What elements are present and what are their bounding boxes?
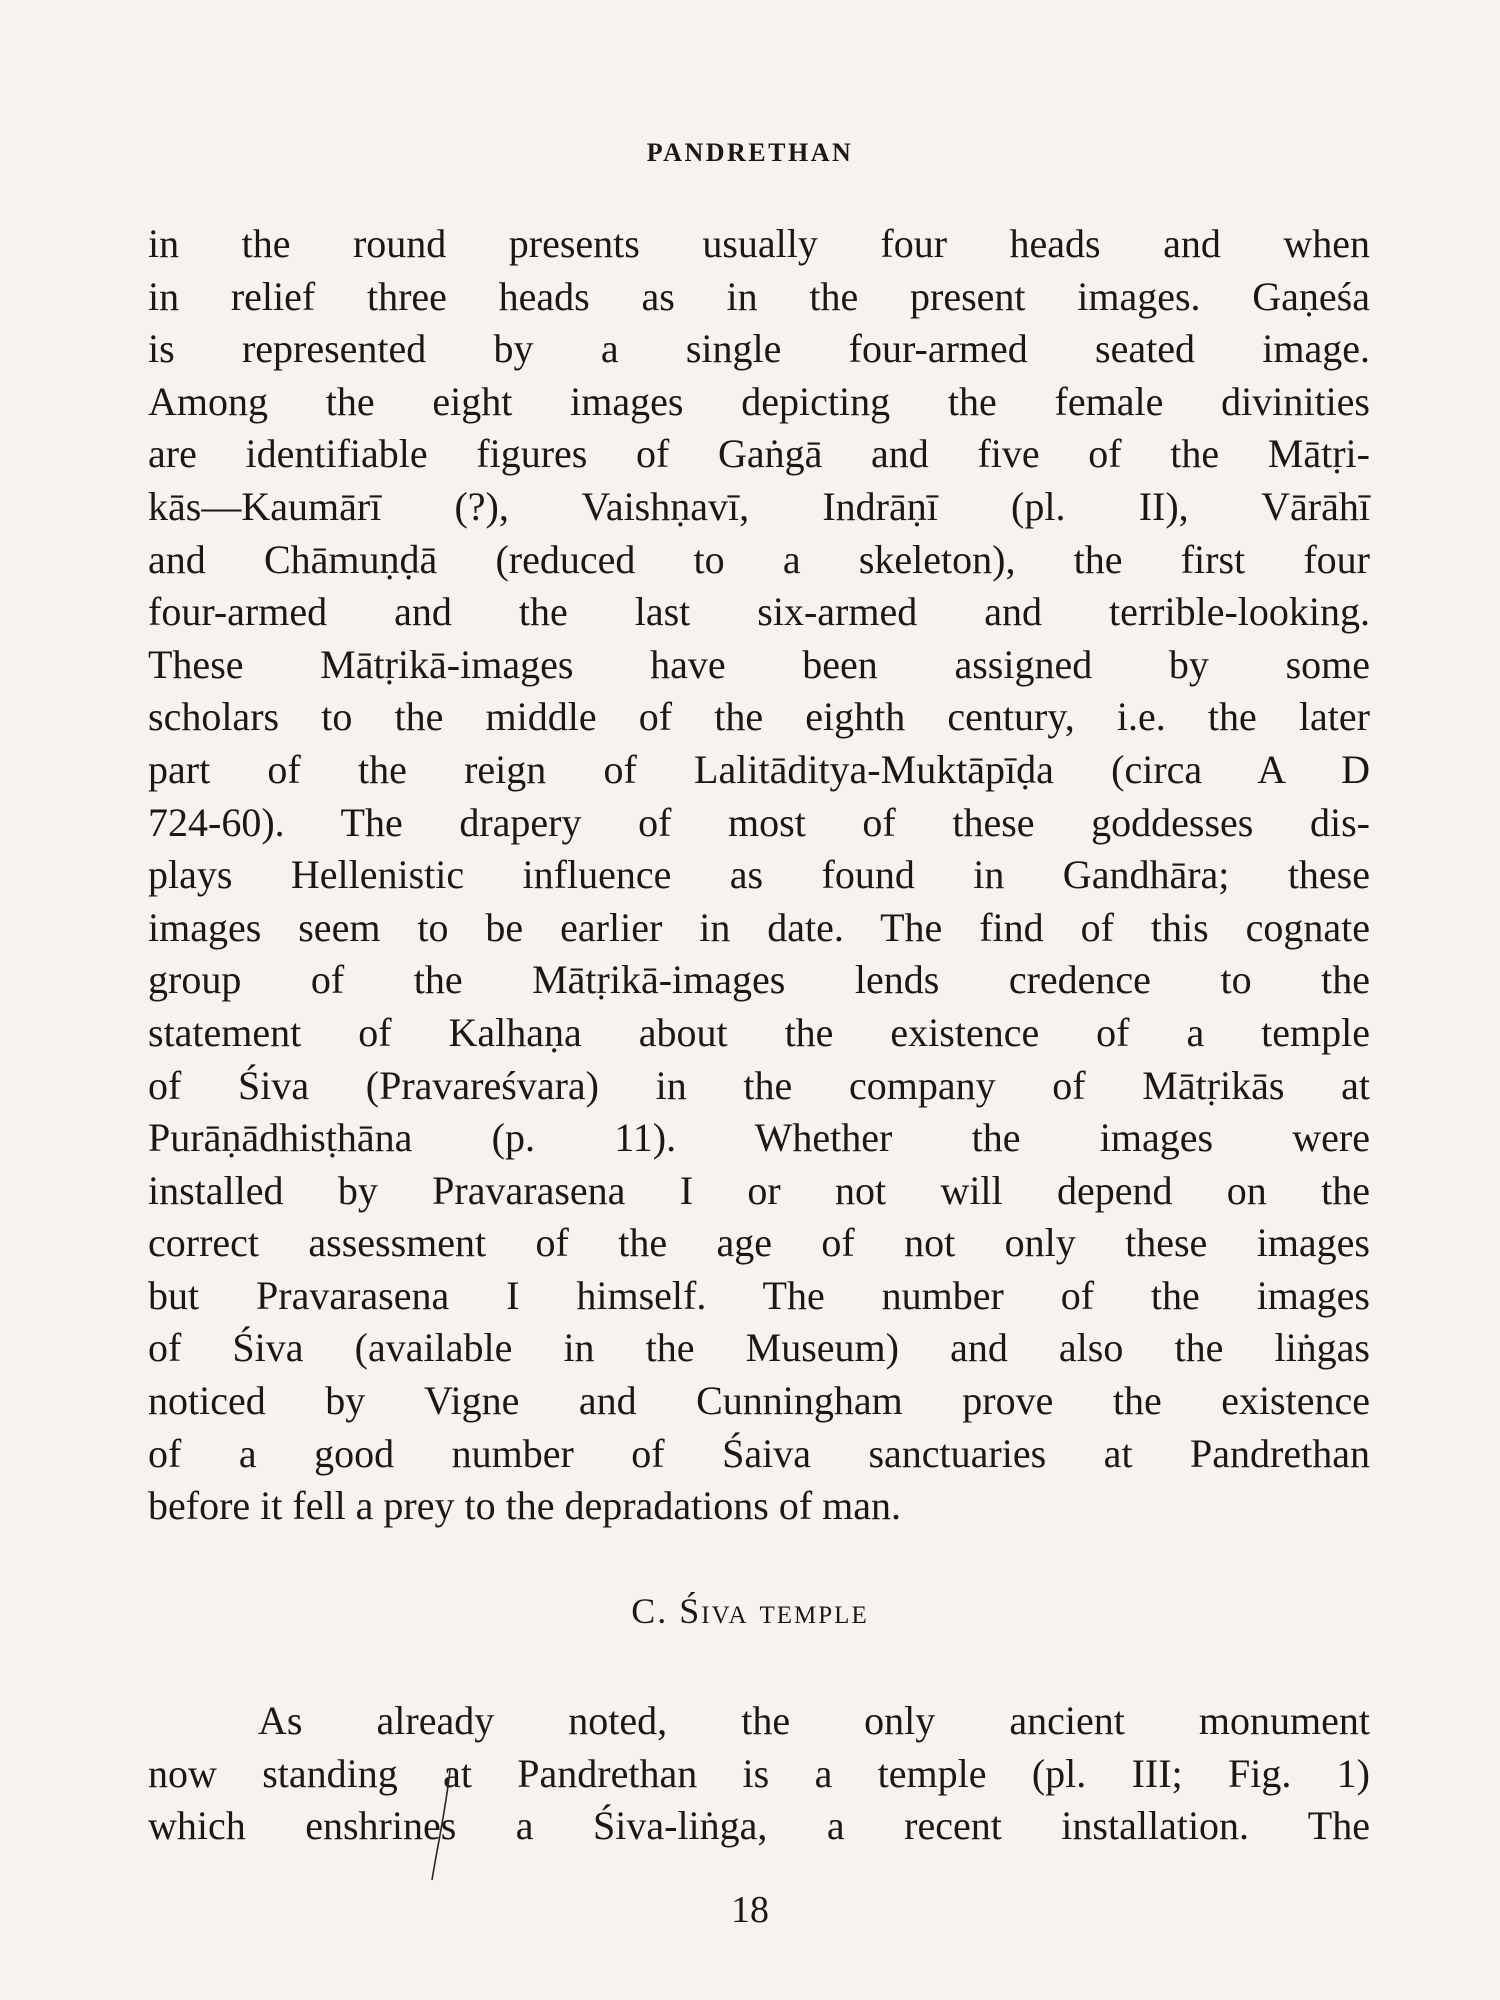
text-line: Among the eight images depicting the female divinities [148, 378, 1370, 424]
text-line: installed by Pravarasena I or not will depend on the [148, 1167, 1370, 1213]
text-line: of a good number of Śaiva sanctuaries at Pandrethan [148, 1430, 1370, 1476]
paragraph-mathrikas [148, 218, 1370, 1533]
text-line: before it fell a prey to the depradations of man. [148, 1483, 902, 1529]
text-line: scholars to the middle of the eighth century, i.e. the later [148, 694, 1370, 740]
pen-mark [428, 1768, 458, 1883]
text-line: are identifiable figures of Gaṅgā and five of the Mātṛi- [148, 431, 1370, 477]
text-line: These Mātṛikā-images have been assigned by some [148, 641, 1370, 687]
text-line: correct assessment of the age of not only these images [148, 1220, 1370, 1266]
paragraph-siva-temple [148, 1695, 1370, 1853]
text-line: As already noted, the only ancient monument [258, 1698, 1370, 1743]
text-line: plays Hellenistic influence as found in Gandhāra; these [148, 852, 1370, 898]
text-line: 724-60). The drapery of most of these goddesses dis- [148, 799, 1370, 845]
text-line: of Śiva (available in the Museum) and also the liṅgas [148, 1325, 1370, 1371]
text-line: four-armed and the last six-armed and terrible-looking. [148, 589, 1370, 635]
text-line: noticed by Vigne and Cunningham prove the existence [148, 1378, 1370, 1424]
text-line: images seem to be earlier in date. The find of this cognate [148, 904, 1370, 950]
page-number: 18 [731, 1889, 769, 1931]
text-line: now standing at Pandrethan is a temple (pl. III; Fig. 1) [148, 1750, 1370, 1796]
text-line: of Śiva (Pravareśvara) in the company of Mātṛikās at [148, 1062, 1370, 1108]
text-line: Purāṇādhisṭhāna (p. 11). Whether the images were [148, 1115, 1370, 1161]
text-line: in the round presents usually four heads and when [148, 221, 1370, 266]
text-line: is represented by a single four-armed seated image. [148, 326, 1370, 372]
text-line: in relief three heads as in the present images. Gaṇeśa [148, 273, 1370, 319]
text-line: part of the reign of Lalitāditya-Muktāpīḍa (circa A D [148, 746, 1370, 792]
text-line: and Chāmuṇḍā (reduced to a skeleton), the first four [148, 536, 1370, 582]
section-heading: C. Śiva temple [631, 1591, 869, 1631]
text-line: which enshrines a Śiva-liṅga, a recent installation. The [148, 1803, 1370, 1849]
text-line: kās—Kaumārī (?), Vaishṇavī, Indrāṇī (pl. II), Vārāhī [148, 483, 1370, 529]
text-line: group of the Mātṛikā-images lends credence to the [148, 957, 1370, 1003]
text-line: but Pravarasena I himself. The number of the images [148, 1272, 1370, 1318]
running-head: PANDRETHAN [646, 138, 854, 167]
text-line: statement of Kalhaṇa about the existence of a temple [148, 1009, 1370, 1055]
